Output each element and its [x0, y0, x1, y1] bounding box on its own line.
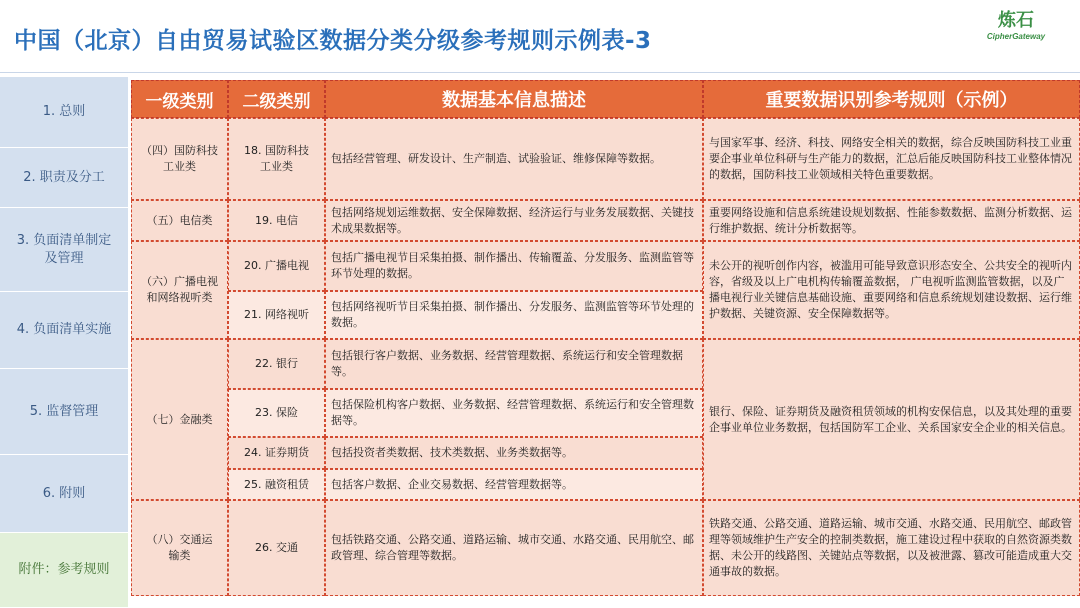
- sidebar-item-appendix[interactable]: [0, 533, 128, 608]
- sidebar-item-label: 1. 总则: [42, 104, 86, 119]
- logo-mark: 炼石: [998, 10, 1034, 31]
- level1-cell: （五）电信类: [131, 200, 228, 241]
- classification-table: [131, 80, 1080, 596]
- sidebar-item-label: 5. 监督管理: [29, 403, 99, 419]
- description-cell: 包括客户数据、企业交易数据、经营管理数据等。: [325, 469, 703, 500]
- level1-cell: （四）国防科技工业类: [131, 118, 228, 200]
- rule-cell: 重要网络设施和信息系统建设规划数据、性能参数数据、监测分析数据、运行维护数据、统计分析数据等。: [703, 200, 1080, 241]
- header-description: 数据基本信息描述: [325, 80, 703, 118]
- header-rules: 重要数据识别参考规则（示例）: [703, 80, 1080, 118]
- level1-cell: （七）金融类: [131, 339, 228, 500]
- level2-cell: 23. 保险: [228, 389, 325, 437]
- brand-logo: [976, 10, 1056, 41]
- sidebar-item-label: 2. 职责及分工: [23, 169, 105, 185]
- description-cell: 包括保险机构客户数据、业务数据、经营管理数据、系统运行和安全管理数据等。: [325, 389, 703, 437]
- sidebar-item-negative-list-implementation[interactable]: [0, 292, 128, 369]
- level2-cell: 25. 融资租赁: [228, 469, 325, 500]
- level1-cell: （六）广播电视和网络视听类: [131, 241, 228, 339]
- level2-cell: 22. 银行: [228, 339, 325, 389]
- logo-wordmark: CipherGateway: [986, 32, 1046, 41]
- title-divider: [0, 72, 1080, 73]
- sidebar-item-general[interactable]: [0, 77, 128, 148]
- sidebar-nav: [0, 77, 128, 608]
- sidebar-item-negative-list-formulation[interactable]: [0, 208, 128, 292]
- page-title: 中国（北京）自由贸易试验区数据分类分级参考规则示例表-3: [14, 28, 652, 54]
- header-level2: 二级类别: [228, 80, 325, 118]
- level2-cell: 24. 证券期货: [228, 437, 325, 469]
- description-cell: 包括银行客户数据、业务数据、经营管理数据、系统运行和安全管理数据等。: [325, 339, 703, 389]
- sidebar-item-responsibilities[interactable]: [0, 148, 128, 208]
- description-cell: 包括铁路交通、公路交通、道路运输、城市交通、水路交通、民用航空、邮政管理、综合管理等数据。: [325, 500, 703, 596]
- sidebar-item-label: 6. 附则: [42, 485, 86, 501]
- level1-cell: （八）交通运输类: [131, 500, 228, 596]
- sidebar-item-label: 3. 负面清单制定及管理: [16, 232, 112, 266]
- header-level1: 一级类别: [131, 80, 228, 118]
- level2-cell: 19. 电信: [228, 200, 325, 241]
- rule-cell: 未公开的视听创作内容，被滥用可能导致意识形态安全、公共安全的视听内容，省级及以上广电机构传输覆盖数据， 广电视听监测监管数据，以及广播电视行业关键信息基础设施、重要网络和信息系统规划建设数据、运行维护数据、关键资源、安全保障数据等。: [703, 241, 1080, 339]
- description-cell: 包括网络视听节目采集拍摄、制作播出、分发服务、监测监管等环节处理的数据。: [325, 291, 703, 339]
- level2-cell: 21. 网络视听: [228, 291, 325, 339]
- description-cell: 包括经营管理、研发设计、生产制造、试验验证、维修保障等数据。: [325, 118, 703, 200]
- description-cell: 包括网络规划运维数据、安全保障数据、经济运行与业务发展数据、关键技术成果数据等。: [325, 200, 703, 241]
- level2-cell: 20. 广播电视: [228, 241, 325, 291]
- sidebar-item-label: 附件：参考规则: [18, 562, 110, 577]
- description-cell: 包括投资者类数据、技术类数据、业务类数据等。: [325, 437, 703, 469]
- sidebar-item-supervision[interactable]: [0, 369, 128, 455]
- rule-cell: 铁路交通、公路交通、道路运输、城市交通、水路交通、民用航空、邮政管理等领域维护生产安全的控制类数据，施工建设过程中获取的自然资源类数据、未公开的线路图、关键站点等数据，以及被泄露、篡改可能造成重大交通事故的数据。: [703, 500, 1080, 596]
- level2-cell: 18. 国防科技工业类: [228, 118, 325, 200]
- rule-cell: 银行、保险、证券期货及融资租赁领域的机构安保信息，以及其处理的重要企事业单位业务数据，包括国防军工企业、关系国家安全企业的相关信息。: [703, 339, 1080, 500]
- rule-cell: 与国家军事、经济、科技、网络安全相关的数据，综合反映国防科技工业重要企事业单位科研与生产能力的数据，汇总后能反映国防科技工业整体情况的数据，国防科技工业领域相关特色重要数据。: [703, 118, 1080, 200]
- level2-cell: 26. 交通: [228, 500, 325, 596]
- sidebar-item-supplementary[interactable]: [0, 455, 128, 533]
- description-cell: 包括广播电视节目采集拍摄、制作播出、传输覆盖、分发服务、监测监管等环节处理的数据。: [325, 241, 703, 291]
- sidebar-item-label: 4. 负面清单实施: [16, 322, 112, 337]
